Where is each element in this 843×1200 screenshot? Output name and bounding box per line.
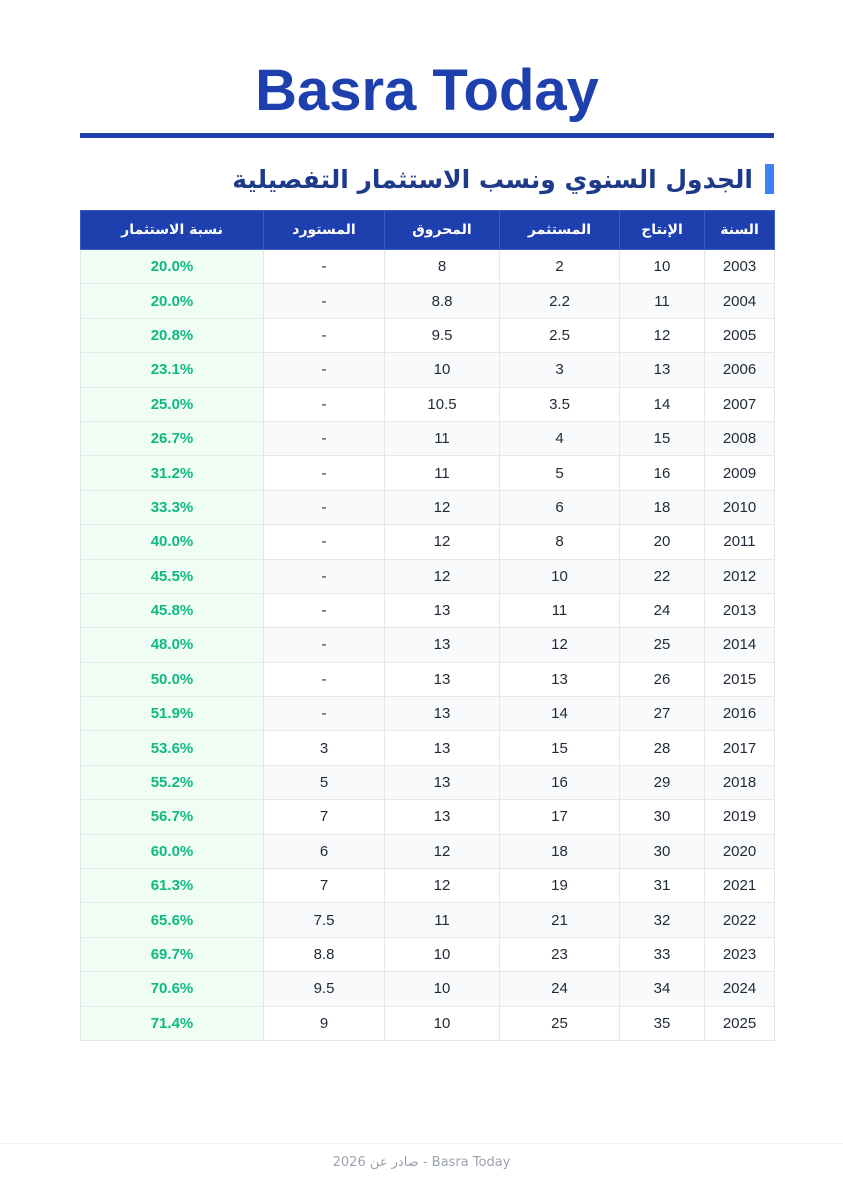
cell-invested: 4 <box>500 421 620 455</box>
cell-flared: 8.8 <box>385 284 500 318</box>
masthead <box>80 58 774 138</box>
cell-year: 2017 <box>705 731 775 765</box>
cell-investment-ratio: 70.6% <box>81 972 264 1006</box>
table-row <box>81 353 775 387</box>
cell-imported: - <box>264 250 385 284</box>
cell-year: 2022 <box>705 903 775 937</box>
cell-imported: - <box>264 318 385 352</box>
cell-invested: 13 <box>500 662 620 696</box>
cell-year: 2012 <box>705 559 775 593</box>
header-invested: المستثمر <box>500 211 620 250</box>
table-row <box>81 869 775 903</box>
cell-production: 11 <box>620 284 705 318</box>
cell-production: 16 <box>620 456 705 490</box>
table-row <box>81 972 775 1006</box>
cell-invested: 19 <box>500 869 620 903</box>
cell-flared: 13 <box>385 593 500 627</box>
cell-investment-ratio: 26.7% <box>81 421 264 455</box>
cell-invested: 14 <box>500 697 620 731</box>
header-year: السنة <box>705 211 775 250</box>
cell-investment-ratio: 45.5% <box>81 559 264 593</box>
cell-flared: 11 <box>385 903 500 937</box>
cell-flared: 12 <box>385 490 500 524</box>
cell-imported: 9 <box>264 1006 385 1040</box>
cell-year: 2006 <box>705 353 775 387</box>
cell-year: 2009 <box>705 456 775 490</box>
cell-flared: 13 <box>385 628 500 662</box>
cell-imported: 6 <box>264 834 385 868</box>
cell-production: 22 <box>620 559 705 593</box>
cell-investment-ratio: 45.8% <box>81 593 264 627</box>
cell-flared: 13 <box>385 697 500 731</box>
table-row <box>81 525 775 559</box>
cell-invested: 10 <box>500 559 620 593</box>
cell-imported: - <box>264 284 385 318</box>
cell-production: 27 <box>620 697 705 731</box>
cell-imported: 7.5 <box>264 903 385 937</box>
cell-invested: 24 <box>500 972 620 1006</box>
cell-imported: - <box>264 525 385 559</box>
cell-investment-ratio: 23.1% <box>81 353 264 387</box>
cell-year: 2024 <box>705 972 775 1006</box>
table-row <box>81 250 775 284</box>
cell-invested: 15 <box>500 731 620 765</box>
cell-flared: 10 <box>385 937 500 971</box>
section-heading <box>80 160 774 198</box>
cell-imported: 7 <box>264 800 385 834</box>
table-row <box>81 1006 775 1040</box>
cell-investment-ratio: 65.6% <box>81 903 264 937</box>
cell-flared: 12 <box>385 869 500 903</box>
cell-production: 14 <box>620 387 705 421</box>
cell-investment-ratio: 51.9% <box>81 697 264 731</box>
section-title: الجدول السنوي ونسب الاستثمار التفصيلية <box>232 164 753 194</box>
cell-invested: 2.2 <box>500 284 620 318</box>
cell-investment-ratio: 56.7% <box>81 800 264 834</box>
cell-investment-ratio: 20.0% <box>81 250 264 284</box>
cell-investment-ratio: 40.0% <box>81 525 264 559</box>
cell-production: 15 <box>620 421 705 455</box>
cell-year: 2004 <box>705 284 775 318</box>
cell-investment-ratio: 25.0% <box>81 387 264 421</box>
table-row <box>81 559 775 593</box>
cell-production: 32 <box>620 903 705 937</box>
cell-production: 30 <box>620 834 705 868</box>
cell-flared: 10.5 <box>385 387 500 421</box>
cell-production: 18 <box>620 490 705 524</box>
cell-year: 2018 <box>705 765 775 799</box>
cell-invested: 3 <box>500 353 620 387</box>
cell-flared: 13 <box>385 662 500 696</box>
cell-year: 2019 <box>705 800 775 834</box>
cell-flared: 10 <box>385 972 500 1006</box>
cell-imported: - <box>264 697 385 731</box>
table-row <box>81 318 775 352</box>
cell-flared: 8 <box>385 250 500 284</box>
cell-imported: - <box>264 628 385 662</box>
cell-year: 2025 <box>705 1006 775 1040</box>
cell-year: 2021 <box>705 869 775 903</box>
cell-imported: - <box>264 593 385 627</box>
cell-imported: - <box>264 490 385 524</box>
cell-investment-ratio: 20.0% <box>81 284 264 318</box>
cell-year: 2014 <box>705 628 775 662</box>
cell-imported: 3 <box>264 731 385 765</box>
cell-invested: 25 <box>500 1006 620 1040</box>
cell-imported: 7 <box>264 869 385 903</box>
cell-production: 26 <box>620 662 705 696</box>
cell-flared: 12 <box>385 834 500 868</box>
cell-production: 24 <box>620 593 705 627</box>
cell-flared: 12 <box>385 559 500 593</box>
cell-invested: 17 <box>500 800 620 834</box>
cell-invested: 23 <box>500 937 620 971</box>
table-row <box>81 456 775 490</box>
table-body <box>81 250 775 1041</box>
annual-data-table <box>80 210 775 1041</box>
cell-production: 28 <box>620 731 705 765</box>
cell-investment-ratio: 61.3% <box>81 869 264 903</box>
cell-year: 2008 <box>705 421 775 455</box>
cell-invested: 11 <box>500 593 620 627</box>
section-accent-bar <box>765 164 774 194</box>
header-production: الإنتاج <box>620 211 705 250</box>
cell-imported: 5 <box>264 765 385 799</box>
cell-year: 2011 <box>705 525 775 559</box>
cell-year: 2010 <box>705 490 775 524</box>
header-imported: المستورد <box>264 211 385 250</box>
table-row <box>81 903 775 937</box>
cell-production: 10 <box>620 250 705 284</box>
cell-production: 30 <box>620 800 705 834</box>
masthead-title: Basra Today <box>255 58 599 123</box>
header-investment-ratio: نسبة الاستثمار <box>81 211 264 250</box>
cell-investment-ratio: 71.4% <box>81 1006 264 1040</box>
cell-investment-ratio: 69.7% <box>81 937 264 971</box>
table-row <box>81 697 775 731</box>
cell-imported: 9.5 <box>264 972 385 1006</box>
cell-production: 29 <box>620 765 705 799</box>
cell-year: 2015 <box>705 662 775 696</box>
cell-invested: 16 <box>500 765 620 799</box>
cell-invested: 5 <box>500 456 620 490</box>
cell-flared: 11 <box>385 421 500 455</box>
cell-imported: - <box>264 662 385 696</box>
cell-production: 31 <box>620 869 705 903</box>
table-row <box>81 937 775 971</box>
cell-year: 2023 <box>705 937 775 971</box>
cell-flared: 9.5 <box>385 318 500 352</box>
cell-invested: 2 <box>500 250 620 284</box>
cell-imported: - <box>264 353 385 387</box>
cell-flared: 10 <box>385 353 500 387</box>
cell-flared: 12 <box>385 525 500 559</box>
table-row <box>81 662 775 696</box>
cell-production: 35 <box>620 1006 705 1040</box>
cell-production: 34 <box>620 972 705 1006</box>
cell-year: 2020 <box>705 834 775 868</box>
cell-invested: 21 <box>500 903 620 937</box>
cell-year: 2005 <box>705 318 775 352</box>
table-row <box>81 387 775 421</box>
cell-investment-ratio: 33.3% <box>81 490 264 524</box>
cell-production: 12 <box>620 318 705 352</box>
table-row <box>81 800 775 834</box>
cell-flared: 13 <box>385 765 500 799</box>
cell-imported: - <box>264 559 385 593</box>
cell-year: 2016 <box>705 697 775 731</box>
table-row <box>81 731 775 765</box>
cell-investment-ratio: 50.0% <box>81 662 264 696</box>
table-row <box>81 490 775 524</box>
cell-investment-ratio: 20.8% <box>81 318 264 352</box>
header-flared: المحروق <box>385 211 500 250</box>
cell-investment-ratio: 31.2% <box>81 456 264 490</box>
cell-investment-ratio: 53.6% <box>81 731 264 765</box>
cell-flared: 10 <box>385 1006 500 1040</box>
cell-year: 2013 <box>705 593 775 627</box>
cell-invested: 8 <box>500 525 620 559</box>
cell-investment-ratio: 48.0% <box>81 628 264 662</box>
cell-flared: 13 <box>385 800 500 834</box>
table-header-row <box>81 211 775 250</box>
cell-imported: 8.8 <box>264 937 385 971</box>
cell-invested: 12 <box>500 628 620 662</box>
table-row <box>81 593 775 627</box>
cell-invested: 6 <box>500 490 620 524</box>
cell-production: 20 <box>620 525 705 559</box>
cell-year: 2007 <box>705 387 775 421</box>
cell-production: 13 <box>620 353 705 387</box>
cell-production: 25 <box>620 628 705 662</box>
cell-production: 33 <box>620 937 705 971</box>
cell-imported: - <box>264 456 385 490</box>
cell-flared: 11 <box>385 456 500 490</box>
cell-invested: 2.5 <box>500 318 620 352</box>
cell-imported: - <box>264 387 385 421</box>
table-row <box>81 834 775 868</box>
cell-invested: 18 <box>500 834 620 868</box>
cell-year: 2003 <box>705 250 775 284</box>
cell-investment-ratio: 60.0% <box>81 834 264 868</box>
cell-investment-ratio: 55.2% <box>81 765 264 799</box>
cell-flared: 13 <box>385 731 500 765</box>
cell-imported: - <box>264 421 385 455</box>
footer-text: صادر عن 2026 - Basra Today <box>332 1155 511 1170</box>
footer <box>0 1143 843 1200</box>
cell-invested: 3.5 <box>500 387 620 421</box>
table-row <box>81 421 775 455</box>
table-row <box>81 284 775 318</box>
table-row <box>81 628 775 662</box>
table-row <box>81 765 775 799</box>
